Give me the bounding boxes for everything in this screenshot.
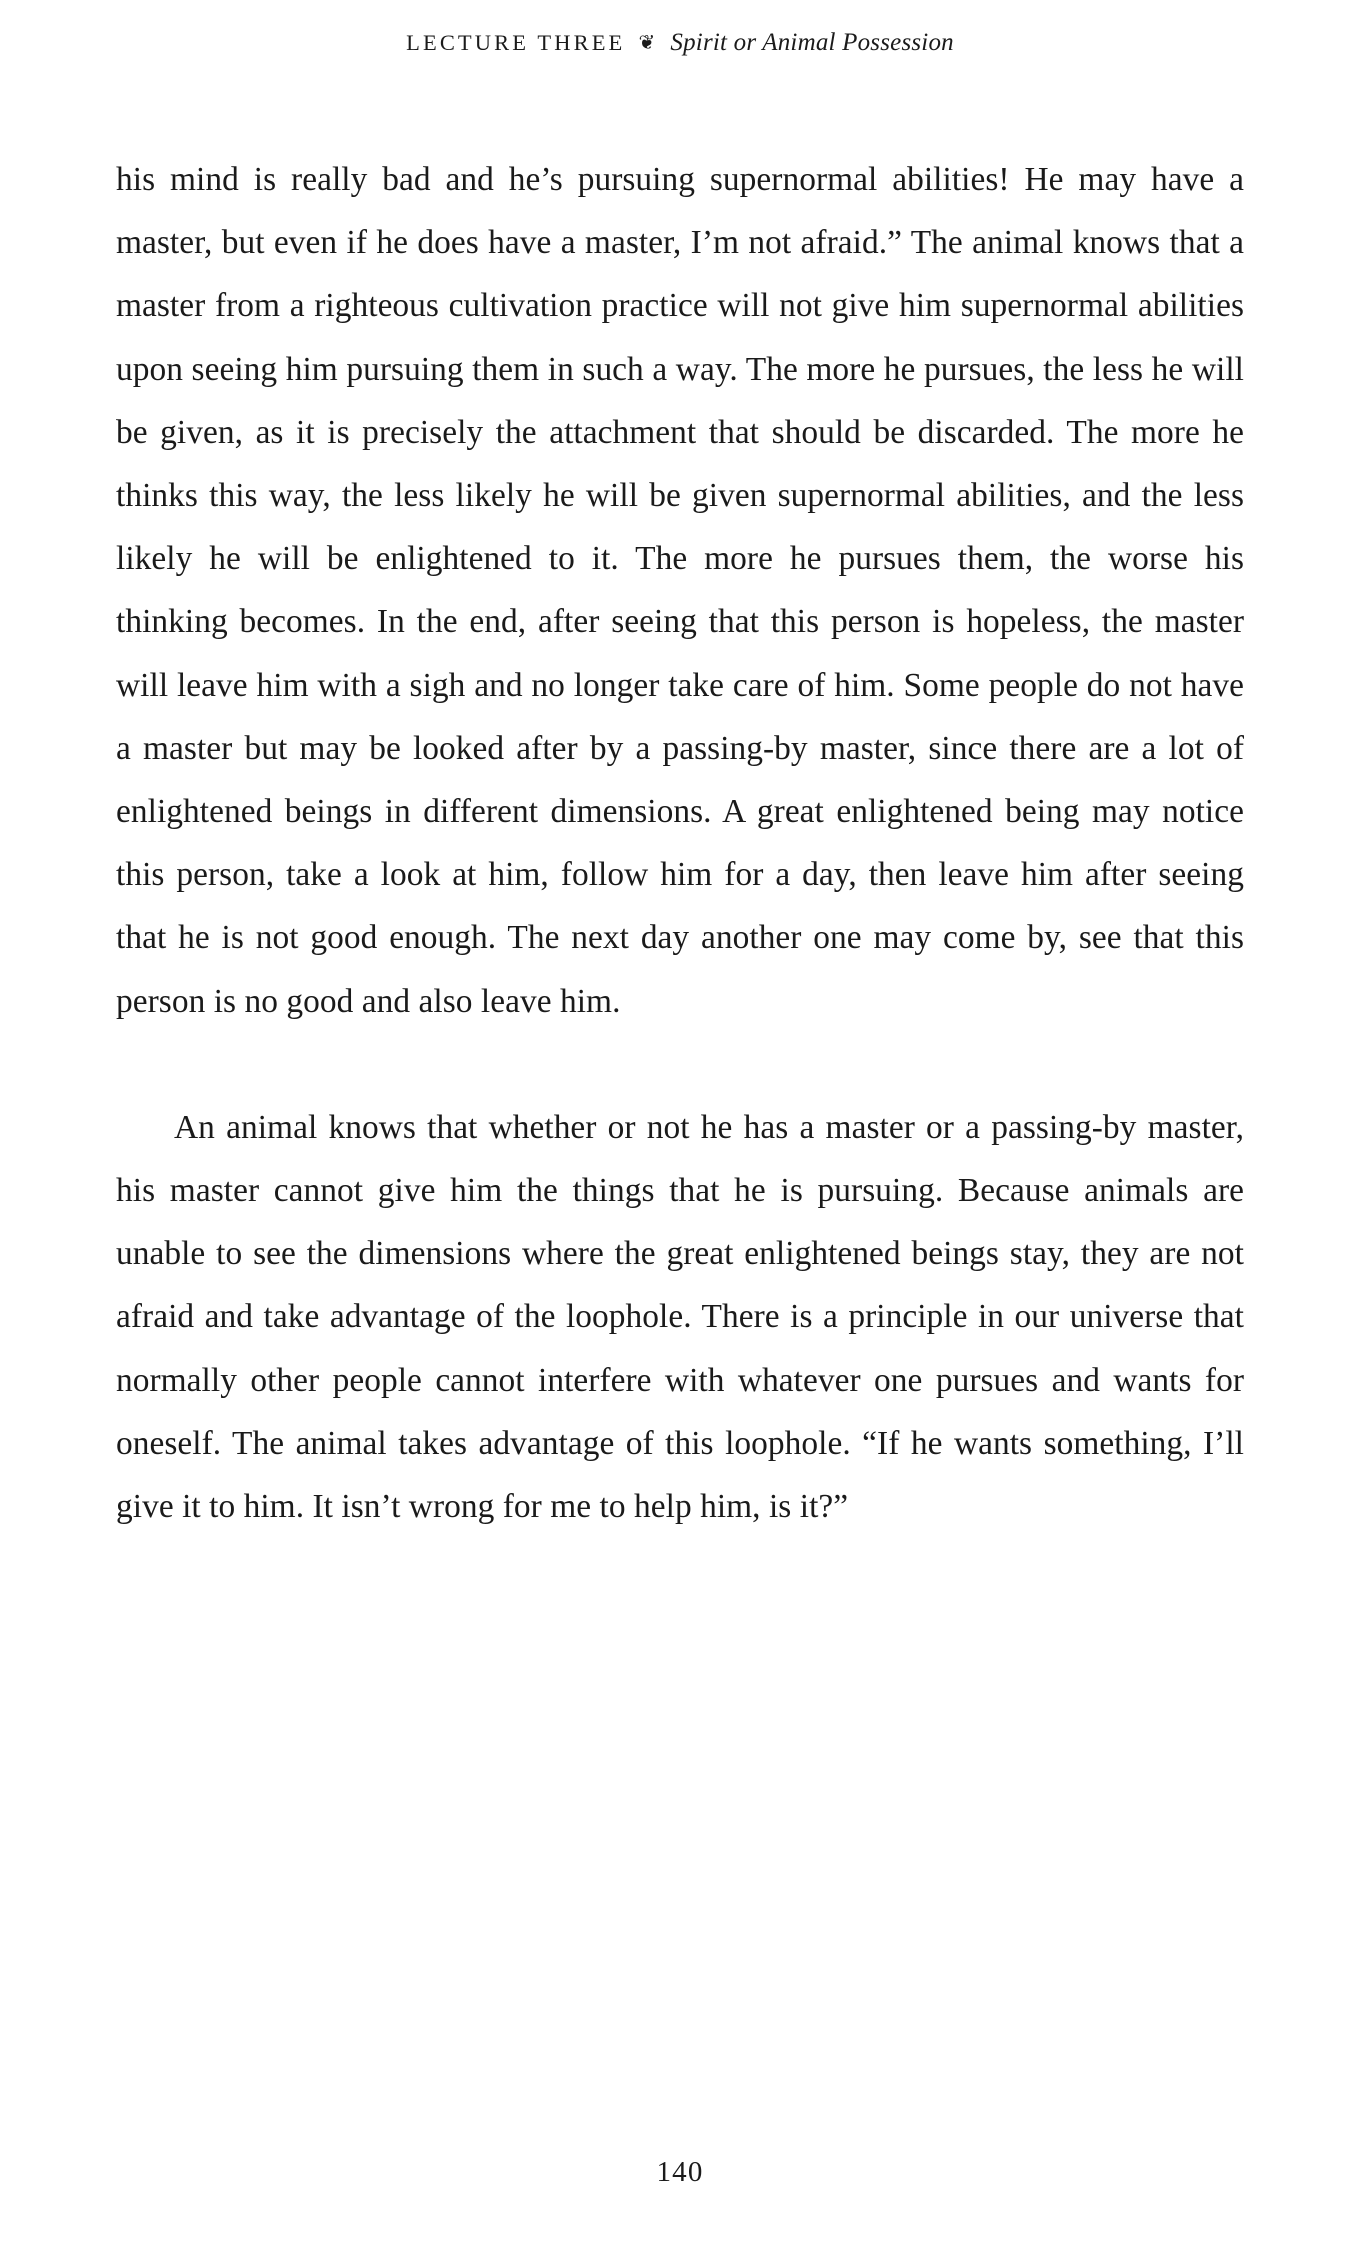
leaf-ornament-icon: ❦ [638,32,656,54]
running-head [0,28,1360,58]
paragraph: An animal knows that whether or not he has a master or a passing-by master, his master cannot give him the things that he is pursuing. Because animals are unable to see the dimensions where the great enlightened beings stay, they are not afraid and take advantage of the loophole. There is a principle in our universe that normally other people cannot interfere with whatever one pursues and wants for oneself. The animal takes advantage of this loophole. “If he wants something, I’ll give it to him. It isn’t wrong for me to help him, is it?” [116,1108,1244,1526]
page-number: 140 [656,2156,704,2188]
running-head-inner [406,28,954,58]
paragraph: his mind is really bad and he’s pursuing supernormal abilities! He may have a master, but even if he does have a master, I’m not afraid.” The animal knows that a master from a righteous cultivation practice will not give him supernormal abilities upon seeing him pursuing them in such a way. The more he pursues, the less he will be given, as it is precisely the attachment that should be discarded. The more he thinks this way, the less likely he will be given supernormal abilities, and the less likely he will be enlightened to it. The more he pursues them, the worse his thinking becomes. In the end, after seeing that this person is hopeless, the master will leave him with a sigh and no longer take care of him. Some people do not have a master but may be looked after by a passing-by master, since there are a lot of enlightened beings in different dimensions. A great enlightened being may notice this person, take a look at him, follow him for a day, then leave him after seeing that he is not good enough. The next day another one may come by, see that this person is no good and also leave him. [116,161,1244,1020]
running-head-title: Spirit or Animal Possession [670,29,954,56]
body-text-block [116,148,1244,1538]
running-head-lecture-label: LECTURE THREE [406,30,626,55]
